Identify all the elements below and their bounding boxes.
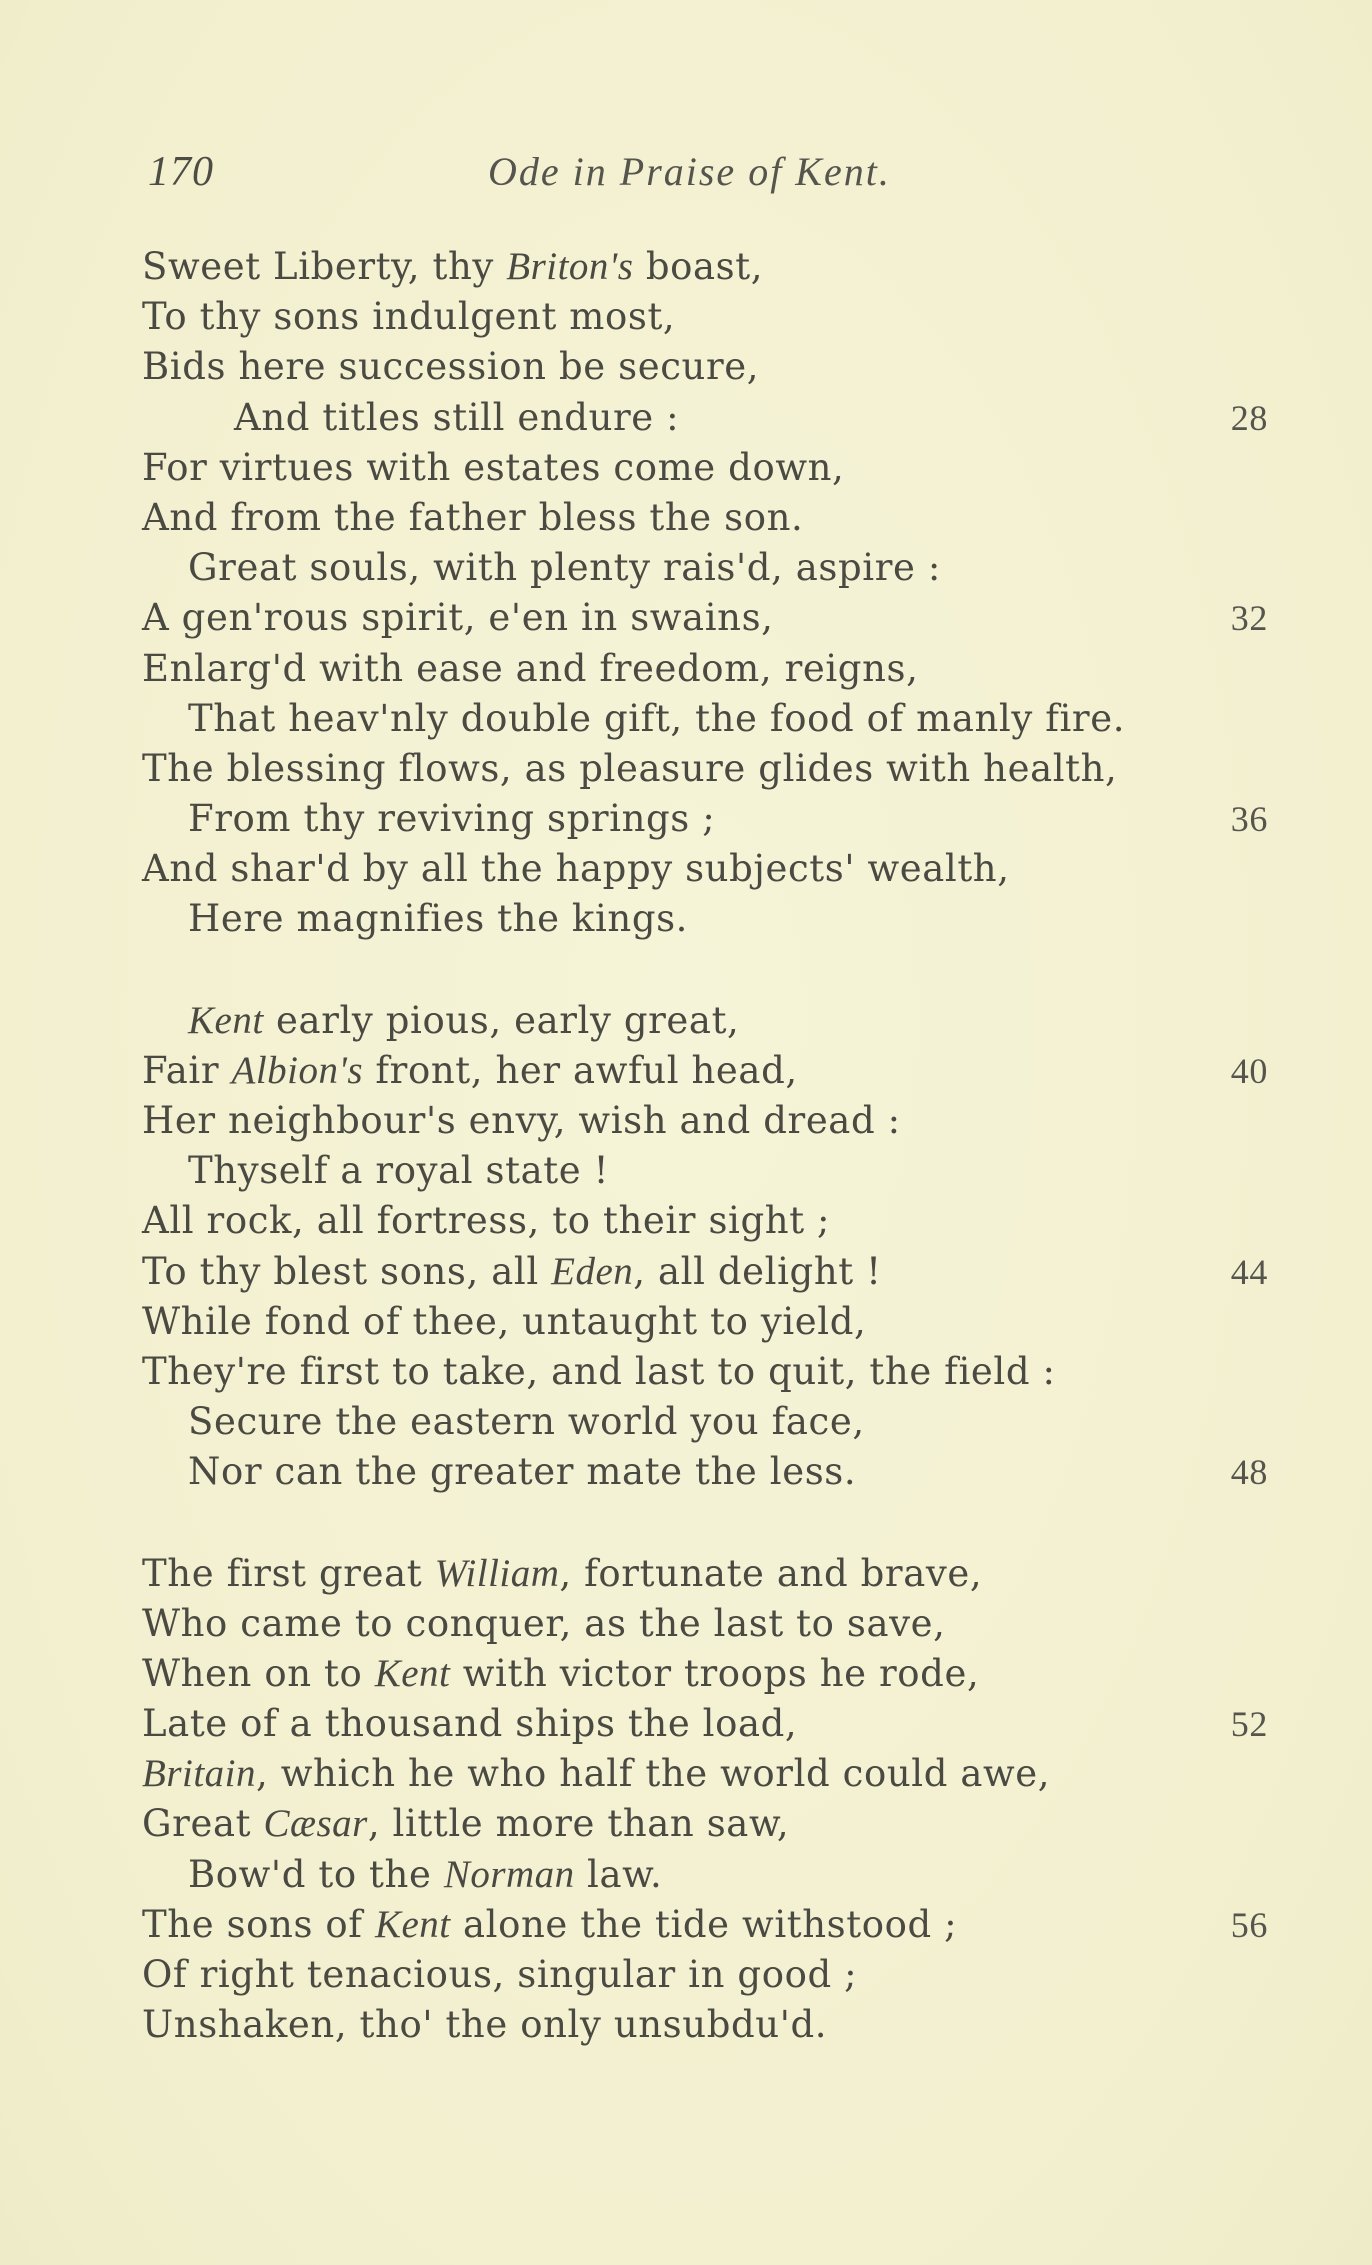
text-segment: To thy blest sons, all: [142, 1249, 552, 1293]
poem-line-text: [188, 999, 739, 1042]
poem-body: [142, 242, 1272, 2050]
line-number: 52: [1230, 1704, 1268, 1745]
poem-line-text: [142, 1049, 798, 1092]
poem-line: [142, 1196, 1272, 1246]
poem-line: [142, 1096, 1272, 1146]
poem-line-text: [142, 1552, 982, 1595]
text-segment: Great souls, with plenty rais'd, aspire :: [188, 546, 941, 590]
text-segment: Who came to conquer, as the last to save,: [142, 1601, 946, 1645]
line-number: 32: [1230, 598, 1268, 639]
poem-line-text: [142, 1602, 946, 1645]
text-segment: Unshaken, tho' the only unsubdu'd.: [142, 2003, 828, 2047]
poem-line: [142, 694, 1272, 744]
text-segment: law.: [574, 1852, 663, 1896]
line-number: 40: [1230, 1050, 1268, 1091]
poem-line: [142, 1950, 1272, 2000]
poem-line-text: [142, 847, 1010, 890]
poem-line-text: [188, 797, 715, 840]
text-segment: Secure the eastern world you face,: [188, 1400, 865, 1444]
poem-line-text: [188, 1450, 856, 1493]
poem-line-text: [142, 747, 1117, 790]
text-segment: The first great: [142, 1551, 435, 1595]
stanza: [142, 242, 1272, 945]
italic-word: Britain: [142, 1752, 257, 1796]
text-segment: That heav'nly double gift, the food of manly fire.: [188, 696, 1126, 740]
poem-line-text: [142, 1199, 830, 1242]
text-segment: And titles still endure :: [234, 395, 680, 439]
text-segment: boast,: [633, 245, 764, 288]
poem-line-text: [188, 1400, 865, 1443]
text-segment: , fortunate and brave,: [559, 1551, 983, 1595]
poem-line: [142, 1046, 1272, 1096]
poem-line-text: [142, 1099, 901, 1142]
line-number: 36: [1230, 799, 1268, 840]
poem-line-text: [142, 446, 844, 489]
italic-word: Kent: [374, 1651, 451, 1695]
poem-line: [142, 1397, 1272, 1447]
poem-line-text: [142, 1300, 866, 1343]
poem-line: [142, 1146, 1272, 1196]
text-segment: Enlarg'd with ease and freedom, reigns,: [142, 646, 919, 690]
poem-line-text: [234, 396, 679, 439]
text-segment: All rock, all fortress, to their sight ;: [142, 1199, 831, 1243]
text-segment: Fair: [142, 1048, 232, 1092]
poem-line: [142, 242, 1272, 292]
line-number: 48: [1230, 1452, 1268, 1493]
poem-line: [142, 292, 1272, 342]
poem-line: [142, 1850, 1272, 1900]
page-header: [148, 148, 1268, 204]
poem-line: [142, 644, 1272, 694]
line-number: 56: [1230, 1904, 1268, 1945]
poem-line: [142, 342, 1272, 392]
page-number: 170: [148, 149, 214, 195]
poem-line: [142, 894, 1272, 944]
italic-word: Norman: [443, 1852, 575, 1896]
text-segment: Here magnifies the kings.: [188, 897, 689, 941]
text-segment: And from the father bless the son.: [142, 495, 804, 539]
poem-line: [142, 443, 1272, 493]
poem-line: [142, 996, 1272, 1046]
poem-line-text: [188, 1149, 609, 1192]
text-segment: Sweet Liberty, thy: [142, 245, 507, 288]
italic-word: Eden: [551, 1249, 634, 1293]
poem-line-text: [188, 697, 1125, 740]
poem-line-text: [188, 1853, 662, 1896]
poem-line: [142, 1599, 1272, 1649]
text-segment: Her neighbour's envy, wish and dread :: [142, 1099, 901, 1142]
running-title: Ode in Praise of Kent.: [488, 149, 891, 194]
poem-line-text: [142, 1953, 857, 1996]
poem-line-text: [142, 1903, 957, 1946]
text-segment: , little more than saw,: [367, 1802, 790, 1846]
poem-line: [142, 2000, 1272, 2050]
poem-line-text: [142, 596, 774, 639]
text-segment: , all delight !: [633, 1249, 882, 1293]
text-segment: Nor can the greater mate the less.: [188, 1450, 857, 1494]
poem-line: [142, 844, 1272, 894]
poem-line: [142, 1447, 1272, 1497]
text-segment: Late of a thousand ships the load,: [142, 1702, 798, 1746]
text-segment: with victor troops he rode,: [450, 1651, 980, 1695]
italic-word: Cæsar: [263, 1802, 368, 1846]
text-segment: While fond of thee, untaught to yield,: [142, 1299, 867, 1343]
poem-line-text: [142, 1652, 979, 1695]
text-segment: To thy sons indulgent most,: [142, 295, 676, 339]
poem-line-text: [142, 1350, 1056, 1393]
poem-line: [142, 1247, 1272, 1297]
poem-line: [142, 1799, 1272, 1849]
text-segment: The blessing flows, as pleasure glides with health,: [142, 746, 1118, 790]
italic-word: William: [434, 1551, 560, 1595]
text-segment: Bow'd to the: [188, 1852, 444, 1896]
poem-line-text: [142, 345, 759, 388]
italic-word: Kent: [188, 998, 264, 1042]
poem-line-text: [142, 1250, 882, 1293]
poem-line: [142, 1749, 1272, 1799]
poem-line: [142, 1699, 1272, 1749]
poem-line: [142, 1347, 1272, 1397]
poem-line-text: [142, 1802, 789, 1845]
poem-line-text: [142, 2003, 827, 2046]
text-segment: Bids here succession be secure,: [142, 345, 760, 389]
poem-line: [142, 543, 1272, 593]
stanza: [142, 996, 1272, 1498]
line-number: 28: [1230, 397, 1268, 438]
text-segment: , which he who half the world could awe,: [256, 1752, 1051, 1796]
text-segment: Of right tenacious, singular in good ;: [142, 1953, 858, 1996]
line-number: 44: [1230, 1251, 1268, 1292]
text-segment: Thyself a royal state !: [188, 1149, 610, 1193]
poem-line: [142, 593, 1272, 643]
poem-line: [142, 744, 1272, 794]
italic-word: Briton's: [506, 245, 634, 288]
text-segment: When on to: [142, 1651, 375, 1695]
poem-line: [142, 1549, 1272, 1599]
text-segment: A gen'rous spirit, e'en in swains,: [142, 596, 774, 640]
stanza: [142, 1549, 1272, 2051]
poem-line-text: [142, 496, 803, 539]
text-segment: Great: [142, 1802, 264, 1846]
poem-line-text: [142, 647, 918, 690]
poem-line: [142, 794, 1272, 844]
poem-line-text: [142, 1752, 1050, 1795]
text-segment: The sons of: [142, 1902, 375, 1946]
poem-line: [142, 393, 1272, 443]
poem-line-text: [188, 897, 688, 940]
text-segment: They're first to take, and last to quit, the field :: [142, 1349, 1056, 1393]
text-segment: For virtues with estates come down,: [142, 445, 845, 489]
poem-line-text: [142, 1702, 797, 1745]
poem-line-text: [142, 245, 763, 288]
italic-word: Kent: [374, 1902, 451, 1946]
text-segment: And shar'd by all the happy subjects' wealth,: [142, 847, 1010, 891]
text-segment: From thy reviving springs ;: [188, 797, 716, 841]
italic-word: Albion's: [231, 1048, 364, 1092]
poem-line: [142, 1649, 1272, 1699]
text-segment: alone the tide withstood ;: [450, 1902, 958, 1946]
poem-line: [142, 1900, 1272, 1950]
poem-line-text: [142, 295, 675, 338]
text-segment: early pious, early great,: [263, 998, 740, 1042]
poem-line-text: [188, 546, 941, 589]
text-segment: front, her awful head,: [363, 1048, 798, 1092]
poem-line: [142, 493, 1272, 543]
poem-line: [142, 1297, 1272, 1347]
